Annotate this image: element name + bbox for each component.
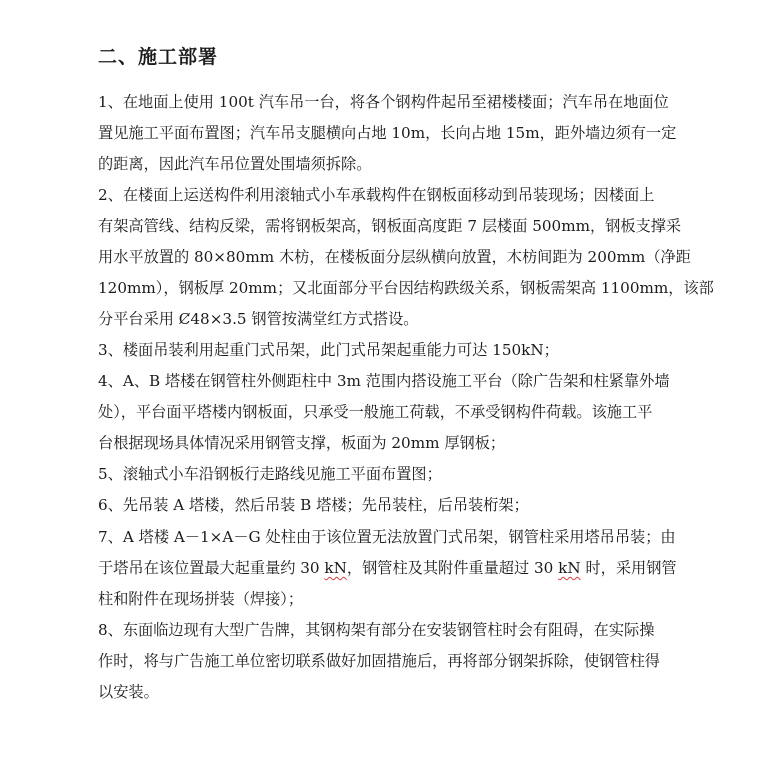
item-8-line-3: 以安装。 xyxy=(98,683,159,701)
item-2-line-2: 有架高管线、结构反梁，需将钢板架高，钢板面高度距 7 层楼面 500mm，钢板支撑采 xyxy=(98,217,682,235)
item-5-line-1: 5、滚轴式小车沿钢板行走路线见施工平面布置图； xyxy=(98,465,442,483)
item-2-line-3: 用水平放置的 80×80mm 木枋，在楼板面分层纵横向放置，木枋间距为 200mm（净距 xyxy=(98,248,691,266)
item-8-line-2: 作时，将与广告施工单位密切联系做好加固措施后，再将部分钢架拆除，使钢管柱得 xyxy=(98,652,660,670)
item-4-line-1: 4、A、B 塔楼在钢管柱外侧距柱中 3m 范围内搭设施工平台（除广告架和柱紧靠外墙 xyxy=(98,372,670,390)
item-7-line-3: 柱和附件在现场拼装（焊接）； xyxy=(98,590,304,608)
spellcheck-mark: kN xyxy=(558,559,581,577)
item-1-line-1: 1、在地面上使用 100t 汽车吊一台，将各个钢构件起吊至裙楼楼面；汽车吊在地面位 xyxy=(98,93,669,111)
item-3-line-1: 3、楼面吊装利用起重门式吊架，此门式吊架起重能力可达 150kN； xyxy=(98,341,559,359)
item-6-line-1: 6、先吊装 A 塔楼，然后吊装 B 塔楼；先吊装柱，后吊装桁架； xyxy=(98,496,529,514)
item-2-line-4: 120mm），钢板厚 20mm；又北面部分平台因结构跌级关系，钢板需架高 1100mm，该部 xyxy=(98,279,714,297)
item-7-line-2: 于塔吊在该位置最大起重量约 30 kN，钢管柱及其附件重量超过 30 kN 时，采用钢管 xyxy=(98,559,677,577)
item-2-line-1: 2、在楼面上运送构件利用滚轴式小车承载构件在钢板面移动到吊装现场；因楼面上 xyxy=(98,186,655,204)
item-2-line-5: 分平台采用 Ȼ48×3.5 钢管按满堂红方式搭设。 xyxy=(98,310,419,328)
item-1-line-3: 的距离，因此汽车吊位置处围墙须拆除。 xyxy=(98,155,372,173)
item-4-line-3: 台根据现场具体情况采用钢管支撑，板面为 20mm 厚钢板； xyxy=(98,434,506,452)
item-8-line-1: 8、东面临边现有大型广告牌，其钢构架有部分在安装钢管柱时会有阻碍，在实际操 xyxy=(98,621,655,639)
item-1-line-2: 置见施工平面布置图；汽车吊支腿横向占地 10m，长向占地 15m，距外墙边须有一定 xyxy=(98,124,677,142)
section-heading: 二、施工部署 xyxy=(98,46,219,68)
item-7-line-1: 7、A 塔楼 A－1×A－G 处柱由于该位置无法放置门式吊架，钢管柱采用塔吊吊装；由 xyxy=(98,528,676,546)
spellcheck-mark: kN xyxy=(324,559,347,577)
item-4-line-2: 处），平台面平塔楼内钢板面，只承受一般施工荷载，不承受钢构件荷载。该施工平 xyxy=(98,403,653,421)
